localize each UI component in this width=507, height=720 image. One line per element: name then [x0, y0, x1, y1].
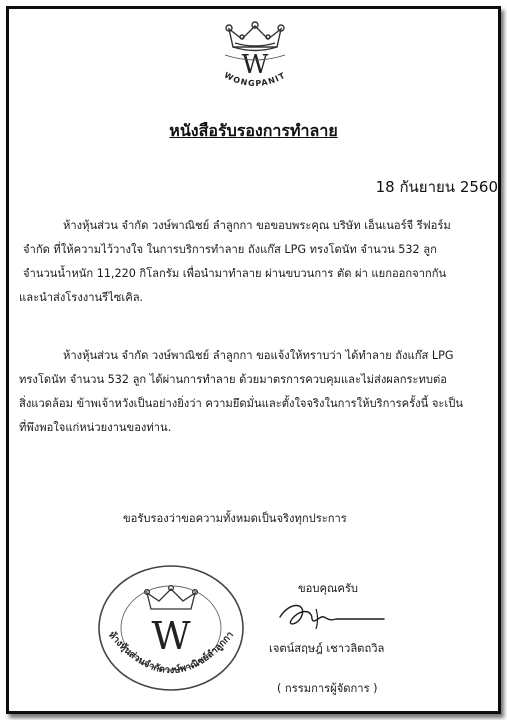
company-stamp	[95, 563, 247, 693]
handwritten-signature	[272, 597, 388, 635]
stamp-initial: W	[151, 614, 191, 658]
logo-initial: W	[241, 50, 269, 80]
stamp-ring-text: ห้างหุ้นส่วนจำกัดวงษ์พาณิชย์ลำลูกกา	[105, 629, 237, 677]
paragraph-line: สิ่งแวดล้อม ข้าพเจ้าหวังเป็นอย่างยิ่งว่า ความยึดมั่นและตั้งใจจริงในการให้บริการครั้งนี้ จะเป็น	[19, 397, 463, 410]
certification-statement: ขอรับรองว่าขอความทั้งหมดเป็นจริงทุกประการ	[123, 512, 347, 525]
paragraph-line: ห้างหุ้นส่วน จำกัด วงษ์พาณิชย์ ลำลูกกา ขอแจ้งให้ทราบว่า ได้ทำลาย ถังแก๊ส LPG	[63, 349, 454, 362]
paragraph-line: จำกัด ที่ให้ความไว้วางใจ ในการบริการทำลาย ถังแก๊ส LPG ทรงโดนัท จำนวน 532 ลูก	[23, 243, 437, 256]
paragraph-line: ทรงโดนัท จำนวน 532 ลูก ได้ผ่านการทำลาย ด้วยมาตรการควบคุมและไม่ส่งผลกระทบต่อ	[19, 373, 447, 386]
paragraph-line: ห้างหุ้นส่วน จำกัด วงษ์พาณิชย์ ลำลูกกา ขอขอบพระคุณ บริษัท เอ็นเนอร์จี รีฟอร์ม	[63, 219, 451, 232]
document-date: 18 กันยายน 2560	[375, 178, 498, 196]
paragraph-line: ที่พึงพอใจแก่หน่วยงานของท่าน.	[19, 421, 172, 434]
paragraph-2	[19, 344, 491, 440]
logo-brand-text: WONGPANIT	[222, 70, 288, 89]
signer-position: ( กรรมการผู้จัดการ )	[277, 682, 378, 695]
signer-name: เจตน์สฤษฎ์ เชาวลิตถวิล	[269, 642, 385, 655]
closing-text: ขอบคุณครับ	[298, 582, 358, 595]
paragraph-line: จำนวนน้ำหนัก 11,220 กิโลกรัม เพื่อนำมาทำลาย ผ่านขบวนการ ตัด ผ่า แยกออกจากกัน	[23, 267, 447, 280]
paragraph-line: และนำส่งโรงงานรีไซเคิล.	[19, 291, 144, 304]
crown-icon	[226, 22, 284, 51]
paragraph-1	[19, 214, 491, 310]
document-page	[6, 6, 501, 714]
wongpanit-logo	[207, 21, 303, 93]
document-title: หนังสือรับรองการทำลาย	[169, 121, 338, 140]
